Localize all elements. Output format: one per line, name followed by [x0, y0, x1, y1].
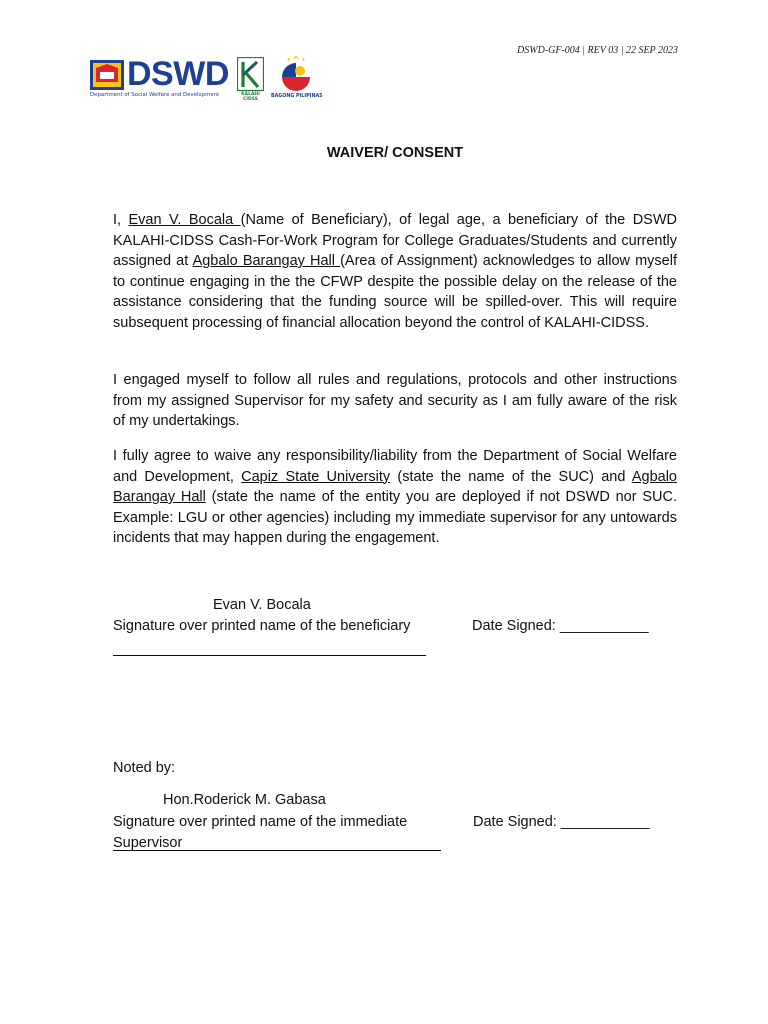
dswd-wordmark: DSWD [127, 55, 229, 93]
assignment-area-field: Agbalo Barangay Hall [192, 253, 341, 269]
supervisor-printed-name: Hon.Roderick M. Gabasa [163, 792, 326, 808]
bagong-pilipinas-logo-icon [276, 56, 316, 92]
beneficiary-signature-caption: Signature over printed name of the beneficiary [113, 618, 411, 634]
document-title: WAIVER/ CONSENT [326, 145, 464, 161]
entity-name-field: Agbalo Barangay Hall [113, 468, 677, 505]
p1-text-1: I, [113, 212, 129, 228]
beneficiary-name-field: Evan V. Bocala [128, 212, 241, 228]
p1-text-3: (Area of Assignment) acknowledges to allow myself to continue engaging in the the CFWP despite the possible delay on the release of the assistance considering that the funding source will be spilled-over. This will require subsequent processing of financial allocation beyond the control of KALAHI-CIDSS. [113, 253, 677, 331]
bagong-pilipinas-text: BAGONG PILIPINAS [271, 94, 323, 99]
p3-text-3: (state the name of the entity you are deployed if not DSWD nor SUC. Example: LGU or other agencies) including my immediate supervisor for any untowards incidents that may happen during the engagement. [113, 489, 678, 546]
kalahi-text: KALAHI CIDSS [241, 92, 260, 102]
paragraph-rules: I engaged myself to follow all rules and regulations, protocols and other instructions from my assigned Supervisor for my safety and security as I am fully aware of the risk of my undertakings. [113, 372, 677, 429]
dswd-emblem-icon [90, 60, 124, 90]
supervisor-date-signed: Date Signed: ___________ [473, 814, 650, 830]
paragraph-waiver [113, 446, 677, 549]
p3-text-1: I fully agree to waive any responsibility/liability from the Department of Social Welfare and Development, [113, 448, 677, 485]
beneficiary-date-signed: Date Signed: ___________ [472, 618, 649, 634]
form-code: DSWD-GF-004 | REV 03 | 22 SEP 2023 [517, 45, 678, 56]
dswd-subtitle: Department of Social Welfare and Development [90, 92, 220, 98]
beneficiary-printed-name: Evan V. Bocala [213, 597, 311, 613]
noted-by-label: Noted by: [113, 760, 176, 776]
p1-text-2: (Name of Beneficiary), of legal age, a beneficiary of the DSWD KALAHI-CIDSS Cash-For-Work Program for College Graduates/Students and currently assigned at [113, 212, 677, 269]
paragraph-acknowledgement [113, 210, 677, 333]
supervisor-signature-caption: Signature over printed name of the immediate Supervisor [113, 814, 408, 851]
suc-name-field: Capiz State University [241, 468, 391, 485]
dswd-logo [90, 56, 232, 100]
p3-text-2: (state the name of the SUC) and [390, 468, 632, 485]
